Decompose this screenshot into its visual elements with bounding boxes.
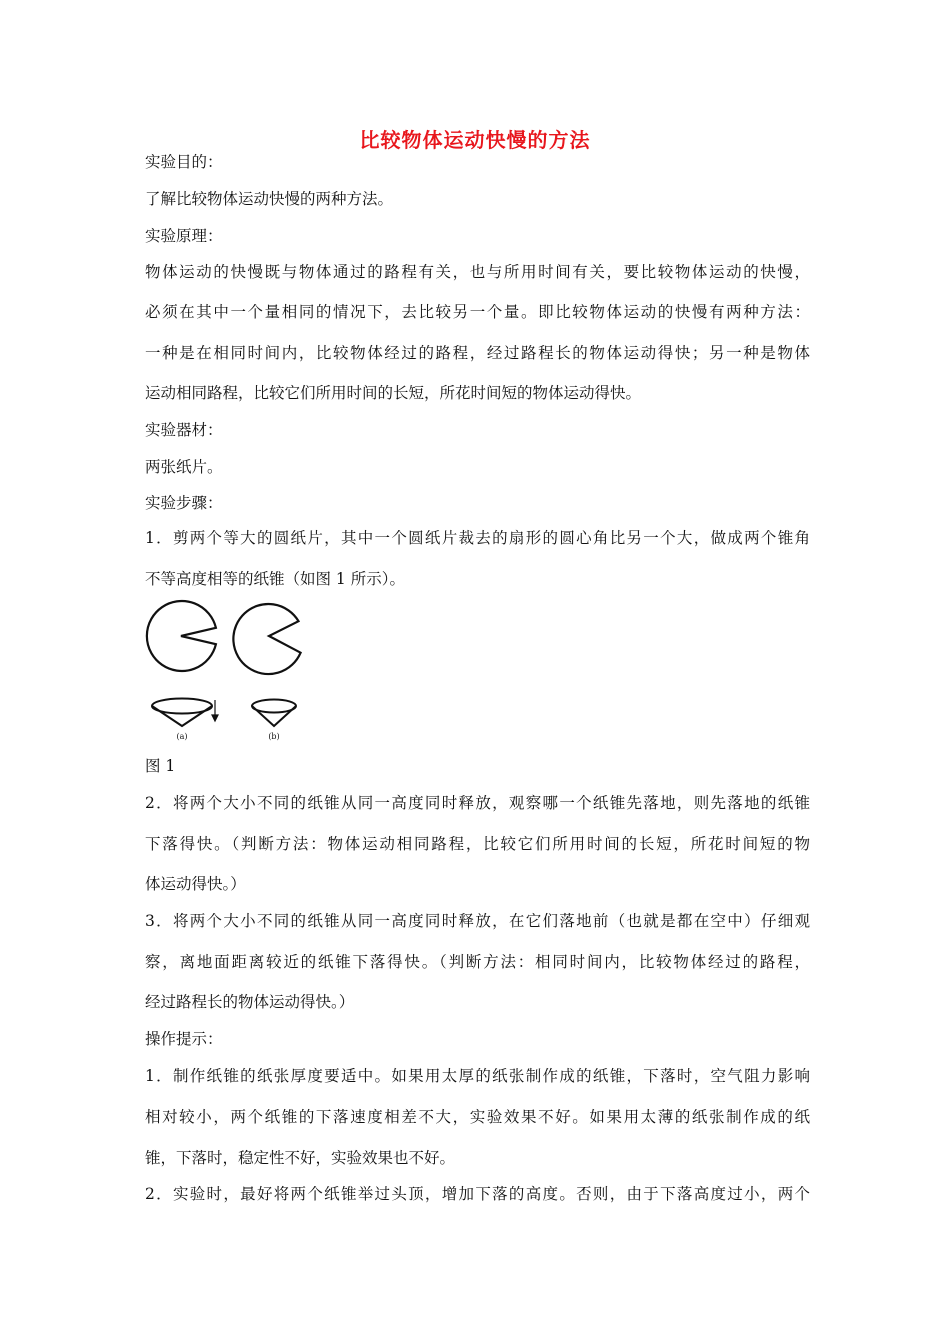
- text-line: 两张纸片。: [145, 458, 223, 476]
- circle-a-cutout: [147, 601, 216, 671]
- heading-purpose: 实验目的：: [145, 153, 223, 171]
- heading-principle: 实验原理：: [145, 227, 223, 245]
- text-line: 2．实验时，最好将两个纸锥举过头顶，增加下落的高度。否则，由于下落高度过小，两个: [145, 1185, 810, 1203]
- text-line: 察，离地面距离较近的纸锥下落得快。（判断方法：相同时间内，比较物体经过的路程，: [145, 953, 810, 971]
- text-line: 不等高度相等的纸锥（如图 1 所示）。: [145, 570, 405, 588]
- figure-caption: 图 1: [145, 757, 176, 775]
- cone-b: [252, 700, 296, 727]
- cone-a: [152, 699, 212, 727]
- text-line: 1．剪两个等大的圆纸片，其中一个圆纸片裁去的扇形的圆心角比另一个大，做成两个锥角: [145, 529, 810, 547]
- text-line: 3．将两个大小不同的纸锥从同一高度同时释放，在它们落地前（也就是都在空中）仔细观: [145, 912, 810, 930]
- heading-steps: 实验步骤：: [145, 494, 223, 512]
- heading-materials: 实验器材：: [145, 421, 223, 439]
- text-line: 物体运动的快慢既与物体通过的路程有关，也与所用时间有关，要比较物体运动的快慢，: [145, 263, 810, 281]
- text-line: 经过路程长的物体运动得快。）: [145, 993, 355, 1011]
- text-line: 相对较小，两个纸锥的下落速度相差不大，实验效果不好。如果用太薄的纸张制作成的纸: [145, 1108, 810, 1126]
- paper-cone-figure: [140, 598, 320, 744]
- text-line: 运动相同路程，比较它们所用时间的长短，所花时间短的物体运动得快。: [145, 384, 642, 402]
- text-line: 体运动得快。）: [145, 875, 246, 893]
- text-line: 锥，下落时，稳定性不好，实验效果也不好。: [145, 1149, 456, 1167]
- arrow-down-icon: [212, 700, 218, 721]
- document-title: 比较物体运动快慢的方法: [359, 128, 591, 152]
- label-a: (a): [176, 732, 188, 741]
- circle-b-cutout: [233, 604, 300, 674]
- text-line: 一种是在相同时间内，比较物体经过的路程，经过路程长的物体运动得快；另一种是物体: [145, 344, 810, 362]
- text-line: 了解比较物体运动快慢的两种方法。: [145, 190, 394, 208]
- text-line: 必须在其中一个量相同的情况下，去比较另一个量。即比较物体运动的快慢有两种方法：: [145, 303, 810, 321]
- label-b: (b): [268, 732, 280, 741]
- text-line: 2．将两个大小不同的纸锥从同一高度同时释放，观察哪一个纸锥先落地，则先落地的纸锥: [145, 794, 810, 812]
- text-line: 1．制作纸锥的纸张厚度要适中。如果用太厚的纸张制作成的纸锥，下落时，空气阻力影响: [145, 1067, 810, 1085]
- text-line: 下落得快。（判断方法：物体运动相同路程，比较它们所用时间的长短，所花时间短的物: [145, 835, 810, 853]
- heading-tips: 操作提示：: [145, 1030, 223, 1048]
